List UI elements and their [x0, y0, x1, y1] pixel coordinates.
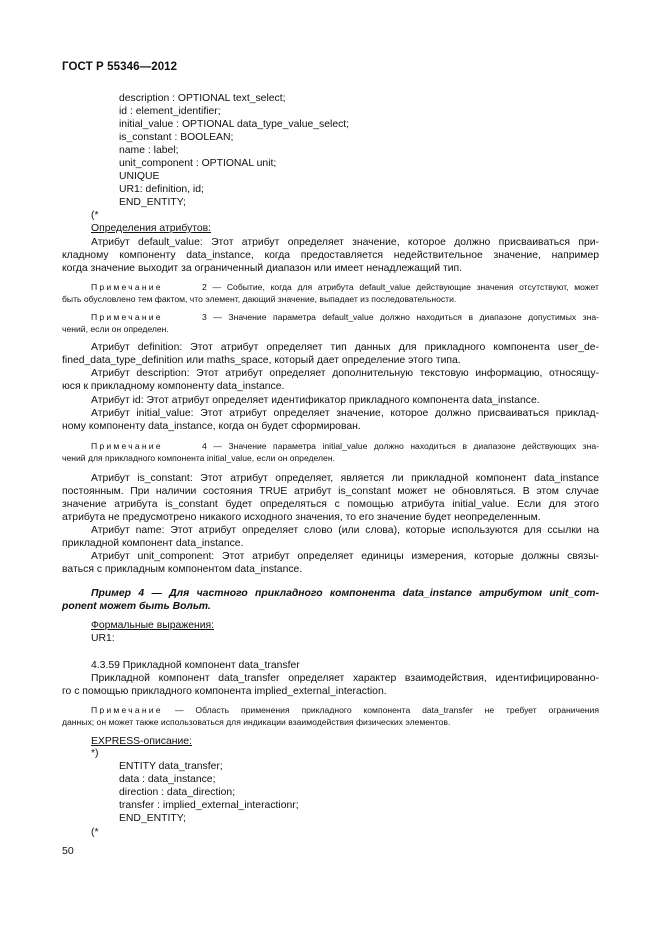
code-line: UNIQUE	[119, 171, 160, 182]
paragraph-line: значение атрибута is_constant будет определяться с помощью атрибута initial_value. Если для этого	[62, 499, 599, 510]
paragraph-line: Атрибут id: Этот атрибут определяет идентификатор прикладного компонента data_instance.	[91, 395, 540, 406]
paragraph-line: Атрибут name: Этот атрибут определяет слово (или слова), которые используются для ссылки на	[91, 525, 599, 536]
paragraph-line: прикладной компонент data_instance.	[62, 538, 244, 549]
paragraph-line: юся к прикладному компоненту data_instance.	[62, 381, 285, 392]
code-line: ENTITY data_transfer;	[119, 761, 223, 772]
note-line: — Область применения прикладного компонента data_transfer не требует ограничения	[175, 705, 599, 715]
paragraph-line: ваться с прикладным компонентом data_instance.	[62, 564, 303, 575]
definitions-heading: Определения атрибутов:	[91, 223, 212, 234]
code-line: direction : data_direction;	[119, 787, 236, 798]
note-line: 4 — Значение параметра initial_value должно находиться в диапазоне действующих зна-	[202, 441, 599, 451]
code-line: is_constant : BOOLEAN;	[119, 132, 234, 143]
paragraph-line: ному компоненту data_instance, когда он будет сформирован.	[62, 421, 361, 432]
paragraph-line: Прикладной компонент data_transfer определяет характер взаимодействия, идентифицированно-	[91, 673, 599, 684]
formal-heading: Формальные выражения:	[91, 620, 215, 631]
paragraph-line: го с помощью прикладного компонента implied_external_interaction.	[62, 686, 387, 697]
code-line: name : label;	[119, 145, 179, 156]
example-line: Пример 4 — Для частного прикладного компонента data_instance атрибутом unit_com-	[91, 588, 599, 599]
note-label: Примечание	[91, 282, 163, 292]
comment-open: (*	[91, 827, 99, 838]
note-line: 2 — Событие, когда для атрибута default_value действующие значения отсутствуют, может	[202, 282, 599, 292]
code-line: id : element_identifier;	[119, 106, 221, 117]
note-line: чений для прикладного компонента initial_value, если он определен.	[62, 453, 335, 463]
code-line: END_ENTITY;	[119, 813, 186, 824]
paragraph-line: постоянным. При наличии состояния TRUE атрибут is_constant может не обновляться. В этом случае	[62, 486, 599, 497]
code-line: unit_component : OPTIONAL unit;	[119, 158, 277, 169]
paragraph-line: Атрибут default_value: Этот атрибут определяет значение, которое должно присваиваться при-	[91, 237, 599, 248]
page-number: 50	[62, 845, 74, 857]
note-label: Примечание	[91, 312, 163, 322]
standard-header: ГОСТ Р 55346—2012	[62, 61, 178, 73]
code-line: UR1: definition, id;	[119, 184, 204, 195]
code-line: END_ENTITY;	[119, 197, 186, 208]
code-line: transfer : implied_external_interactionr;	[119, 800, 299, 811]
paragraph-line: атрибута не предусмотрено никакого исходного значения, то его значение будет неопределенным.	[62, 512, 541, 523]
example-line: ponent может быть Вольт.	[62, 601, 211, 612]
paragraph-line: кладному компоненту data_instance, когда предоставляется недействительное значение, например	[62, 250, 599, 261]
note-label: Примечание	[91, 441, 163, 451]
note-line: 3 — Значение параметра default_value должно находиться в диапазоне допустимых зна-	[202, 312, 599, 322]
note-line: чений, если он определен.	[62, 324, 169, 334]
express-heading: EXPRESS-описание:	[91, 736, 192, 747]
comment-open: (*	[91, 210, 99, 221]
code-line: initial_value : OPTIONAL data_type_value_select;	[119, 119, 350, 130]
code-line: description : OPTIONAL text_select;	[119, 93, 286, 104]
paragraph-line: Атрибут initial_value: Этот атрибут определяет значение, которое должно присваиваться приклад-	[91, 408, 599, 419]
rule-label: UR1:	[91, 633, 115, 644]
comment-close: *)	[91, 748, 99, 759]
code-line: data : data_instance;	[119, 774, 216, 785]
paragraph-line: когда значение выходит за ограниченный диапазон или имеет ненадлежащий тип.	[62, 263, 463, 274]
paragraph-line: Атрибут is_constant: Этот атрибут определяет, является ли прикладной компонент data_instance	[91, 473, 599, 484]
paragraph-line: fined_data_type_definition или maths_space, который дает определение этого типа.	[62, 355, 461, 366]
paragraph-line: Атрибут unit_component: Этот атрибут определяет единицы измерения, которые должны связы-	[91, 551, 599, 562]
paragraph-line: Атрибут definition: Этот атрибут определяет тип данных для прикладного компонента user_de-	[91, 342, 599, 353]
note-label: Примечание	[91, 705, 163, 715]
paragraph-line: Атрибут description: Этот атрибут определяет дополнительную текстовую информацию, относящу-	[91, 368, 599, 379]
note-line: быть обусловлено тем фактом, что элемент, дающий значение, выпадает из последовательности.	[62, 294, 457, 304]
section-title: 4.3.59 Прикладной компонент data_transfer	[91, 660, 300, 671]
note-line: данных; он может также использоваться для индикации взаимодействия физических элементов.	[62, 717, 451, 727]
